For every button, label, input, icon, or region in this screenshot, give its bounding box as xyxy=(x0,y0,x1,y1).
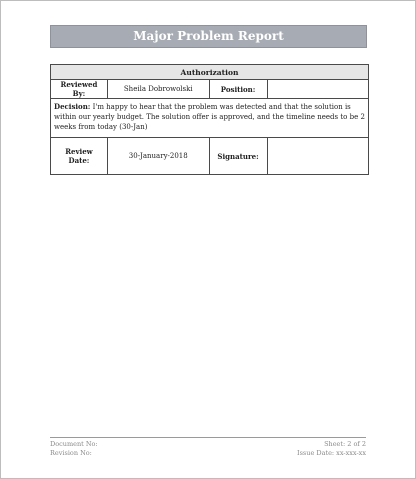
position-value xyxy=(267,80,368,99)
sheet-number: Sheet: 2 of 2 xyxy=(324,440,366,448)
signature-label: Signature: xyxy=(209,138,267,175)
review-date-label: Review Date: xyxy=(51,138,108,175)
decision-label: Decision: xyxy=(54,102,91,111)
reviewed-by-label: Reviewed By: xyxy=(51,80,108,99)
reviewed-by-value: Sheila Dobrowolski xyxy=(107,80,209,99)
page-footer xyxy=(50,437,366,458)
document-no: Document No: xyxy=(50,440,98,448)
signature-value xyxy=(267,138,368,175)
decision-text: I'm happy to hear that the problem was detected and that the solution is within our yearly budget. The solution offer is approved, and the timeline needs to be 2 weeks from today (30-Jan) xyxy=(54,103,365,131)
authorization-header: Authorization xyxy=(51,65,369,80)
review-date-value: 30-January-2018 xyxy=(107,138,209,175)
position-label: Position: xyxy=(209,80,267,99)
authorization-table xyxy=(50,64,369,175)
revision-no: Revision No: xyxy=(50,449,92,457)
page-title: Major Problem Report xyxy=(50,25,367,48)
decision-cell xyxy=(51,99,369,138)
issue-date: Issue Date: xx-xxx-xx xyxy=(297,449,366,457)
